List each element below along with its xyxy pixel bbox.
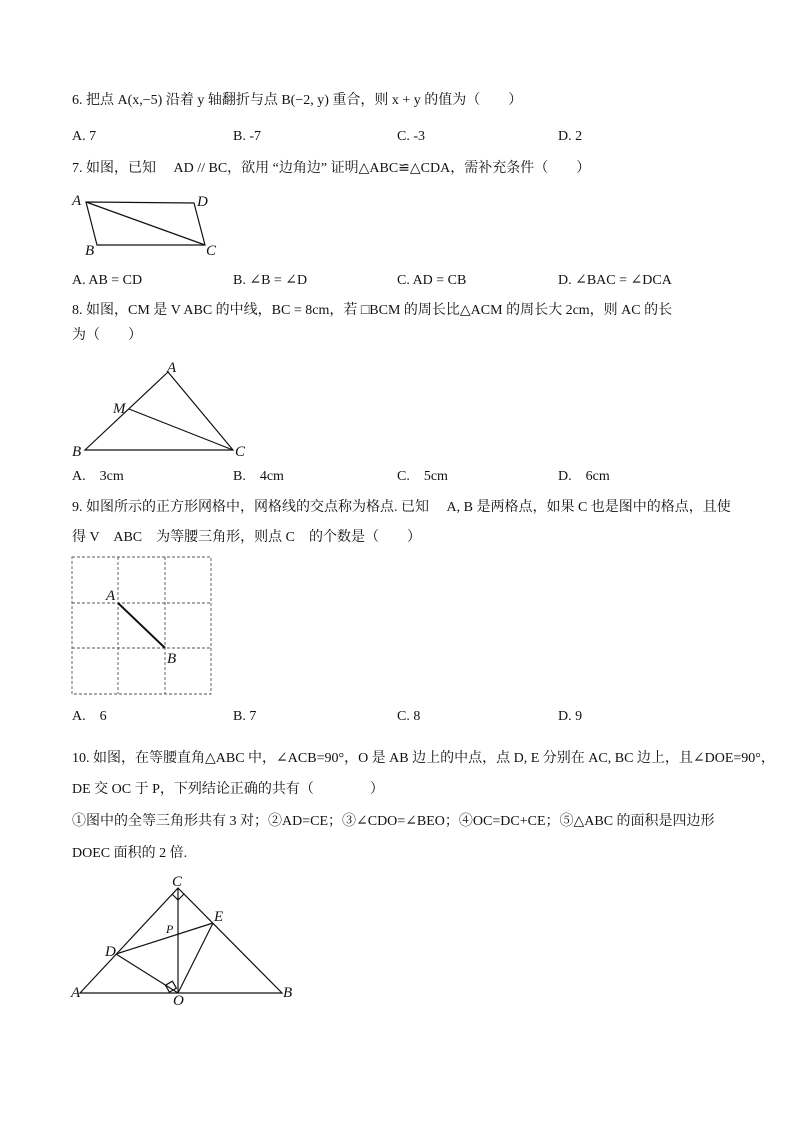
q10-label-d: D [105,944,116,960]
q7-stem: 7. 如图，已知 AD // BC，欲用 “边角边” 证明△ABC≌△CDA，需补充条件（ ） [72,161,591,176]
q7-option-a: A. AB = CD [72,273,143,288]
q8-option-b: B. 4cm [233,469,284,484]
q8-stem-line2: 为（ ） [72,328,142,343]
q10-label-c: C [172,874,183,890]
q10-triangle-abc [80,888,282,993]
q10-label-e: E [214,909,224,925]
q6-option-a: A. 7 [72,129,97,144]
q8-label-c: C [235,444,246,460]
q8-option-a: A. 3cm [72,469,124,484]
q6-option-d: D. 2 [558,129,583,144]
q7-label-d: D [197,194,208,210]
q9-option-a: A. 6 [72,709,107,724]
q10-stem-line3: ①图中的全等三角形共有 3 对；②AD=CE；③∠CDO=∠BEO；④OC=DC+CE；⑤△ABC 的面积是四边形 [72,814,715,829]
q10-stem-line4: DOEC 面积的 2 倍. [72,846,188,861]
q7-option-b: B. ∠B = ∠D [233,273,308,288]
q9-stem-line2: 得 V ABC 为等腰三角形，则点 C 的个数是（ ） [72,530,421,545]
q8-label-b: B [72,444,82,460]
q6-option-c: C. -3 [397,129,425,144]
q6-stem: 6. 把点 A(x,−5) 沿着 y 轴翻折与点 B(−2, y) 重合，则 x + y 的值为（ ） [72,93,523,108]
q8-label-m: M [113,401,126,417]
q7-option-c: C. AD = CB [397,273,467,288]
q9-stem-line1: 9. 如图所示的正方形网格中，网格线的交点称为格点. 已知 A, B 是两格点，如果 C 也是图中的格点，且使 [72,500,731,515]
q10-label-p: P [166,922,174,936]
q7-option-d: D. ∠BAC = ∠DCA [558,273,672,288]
q9-label-a: A [106,588,116,604]
q9-label-b: B [167,651,177,667]
q10-label-b: B [283,985,293,1001]
q8-option-c: C. 5cm [397,469,448,484]
q8-stem-line1: 8. 如图，CM 是 V ABC 的中线，BC = 8cm，若 □BCM 的周长比△ACM 的周长大 2cm，则 AC 的长 [72,303,673,318]
q6-option-b: B. -7 [233,129,261,144]
q10-label-o: O [173,993,184,1009]
q10-label-a: A [71,985,81,1001]
q9-option-c: C. 8 [397,709,421,724]
q10-stem-line2: DE 交 OC 于 P，下列结论正确的共有（ ） [72,782,384,797]
q8-label-a: A [167,360,177,376]
q10-segment-oe [178,923,213,993]
q7-label-a: A [72,193,82,209]
q10-segment-od [116,954,178,993]
q10-stem-line1: 10. 如图，在等腰直角△ABC 中，∠ACB=90°，O 是 AB 边上的中点，点 D, E 分别在 AC, BC 边上，且∠DOE=90°， [72,751,775,766]
q7-label-c: C [206,243,217,259]
q8-option-d: D. 6cm [558,469,610,484]
q9-option-b: B. 7 [233,709,257,724]
q7-label-b: B [85,243,95,259]
q9-option-d: D. 9 [558,709,583,724]
